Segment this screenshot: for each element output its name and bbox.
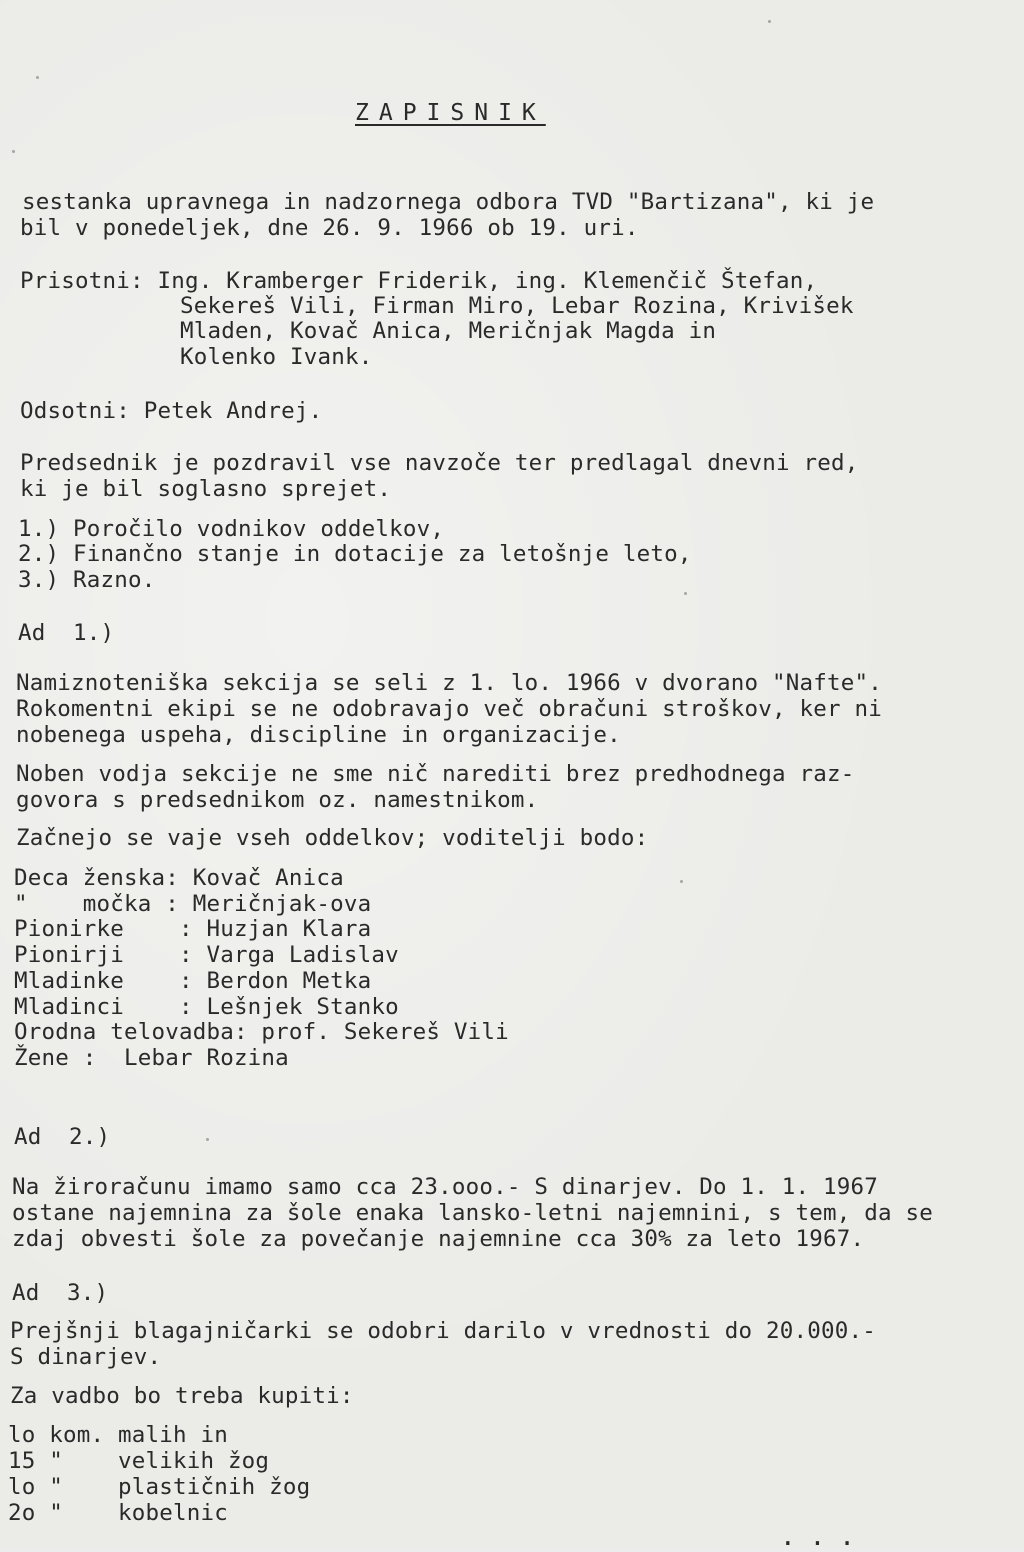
continuation-marker: ... (780, 1522, 869, 1552)
purchase-row-4: 2o " kobelnic (8, 1500, 228, 1526)
purchase-row-2: 15 " velikih žog (8, 1448, 270, 1474)
section-heading-1: Ad 1.) (18, 620, 115, 646)
section2-line-3: zdaj obvesti šole za povečanje najemnine cca 30% za leto 1967. (12, 1226, 865, 1252)
leader-row-1: Deca ženska: Kovač Anica (14, 865, 344, 891)
section-heading-3: Ad 3.) (12, 1280, 109, 1306)
section1-line-2: Rokomentni ekipi se ne odobravajo več obračuni stroškov, ker ni (16, 696, 883, 722)
intro-line-1: sestanka upravnega in nadzornega odbora TVD "Bartizana", ki je (22, 189, 875, 215)
present-line-1: Prisotni: Ing. Kramberger Friderik, ing. Klemenčič Štefan, (20, 268, 818, 294)
agenda-item-1: 1.) Poročilo vodnikov oddelkov, (18, 516, 445, 542)
leader-row-5: Mladinke : Berdon Metka (14, 968, 372, 994)
section1-line-6: Začnejo se vaje vseh oddelkov; voditelji bodo: (16, 825, 649, 851)
section3-line-2: S dinarjev. (10, 1344, 162, 1370)
section2-line-2: ostane najemnina za šole enaka lansko-letni najemnini, s tem, da se (12, 1200, 933, 1226)
document-title: ZAPISNIK (355, 100, 546, 126)
intro-line-2: bil v ponedeljek, dne 26. 9. 1966 ob 19. uri. (20, 215, 639, 241)
present-line-3: Mladen, Kovač Anica, Meričnjak Magda in (180, 318, 717, 344)
purchase-row-1: lo kom. malih in (8, 1422, 228, 1448)
agenda-intro-2: ki je bil soglasno sprejet. (20, 476, 392, 502)
absent-line: Odsotni: Petek Andrej. (20, 398, 323, 424)
leader-row-6: Mladinci : Lešnjek Stanko (14, 994, 399, 1020)
agenda-item-3: 3.) Razno. (18, 567, 156, 593)
present-line-2: Sekereš Vili, Firman Miro, Lebar Rozina, Krivišek (180, 293, 854, 319)
agenda-intro-1: Predsednik je pozdravil vse navzoče ter predlagal dnevni red, (20, 450, 859, 476)
leader-row-4: Pionirji : Varga Ladislav (14, 942, 399, 968)
section-heading-2: Ad 2.) (14, 1124, 111, 1150)
leader-row-3: Pionirke : Huzjan Klara (14, 916, 372, 942)
purchase-row-3: lo " plastičnih žog (8, 1474, 311, 1500)
present-line-4: Kolenko Ivank. (180, 344, 373, 370)
leader-row-8: Žene : Lebar Rozina (14, 1045, 289, 1071)
section3-line-1: Prejšnji blagajničarki se odobri darilo v vrednosti do 20.000.- (10, 1318, 877, 1344)
section1-line-5: govora s predsednikom oz. namestnikom. (16, 787, 539, 813)
agenda-item-2: 2.) Finančno stanje in dotacije za letošnje leto, (18, 541, 692, 567)
section2-line-1: Na žiroračunu imamo samo cca 23.ooo.- S dinarjev. Do 1. 1. 1967 (12, 1174, 879, 1200)
leader-row-7: Orodna telovadba: prof. Sekereš Vili (14, 1019, 509, 1045)
section1-line-1: Namiznoteniška sekcija se seli z 1. lo. 1966 v dvorano "Nafte". (16, 670, 883, 696)
leader-row-2: " močka : Meričnjak-ova (14, 891, 372, 917)
section1-line-4: Noben vodja sekcije ne sme nič narediti brez predhodnega raz- (16, 761, 855, 787)
section1-line-3: nobenega uspeha, discipline in organizacije. (16, 722, 621, 748)
section3-line-3: Za vadbo bo treba kupiti: (10, 1383, 354, 1409)
